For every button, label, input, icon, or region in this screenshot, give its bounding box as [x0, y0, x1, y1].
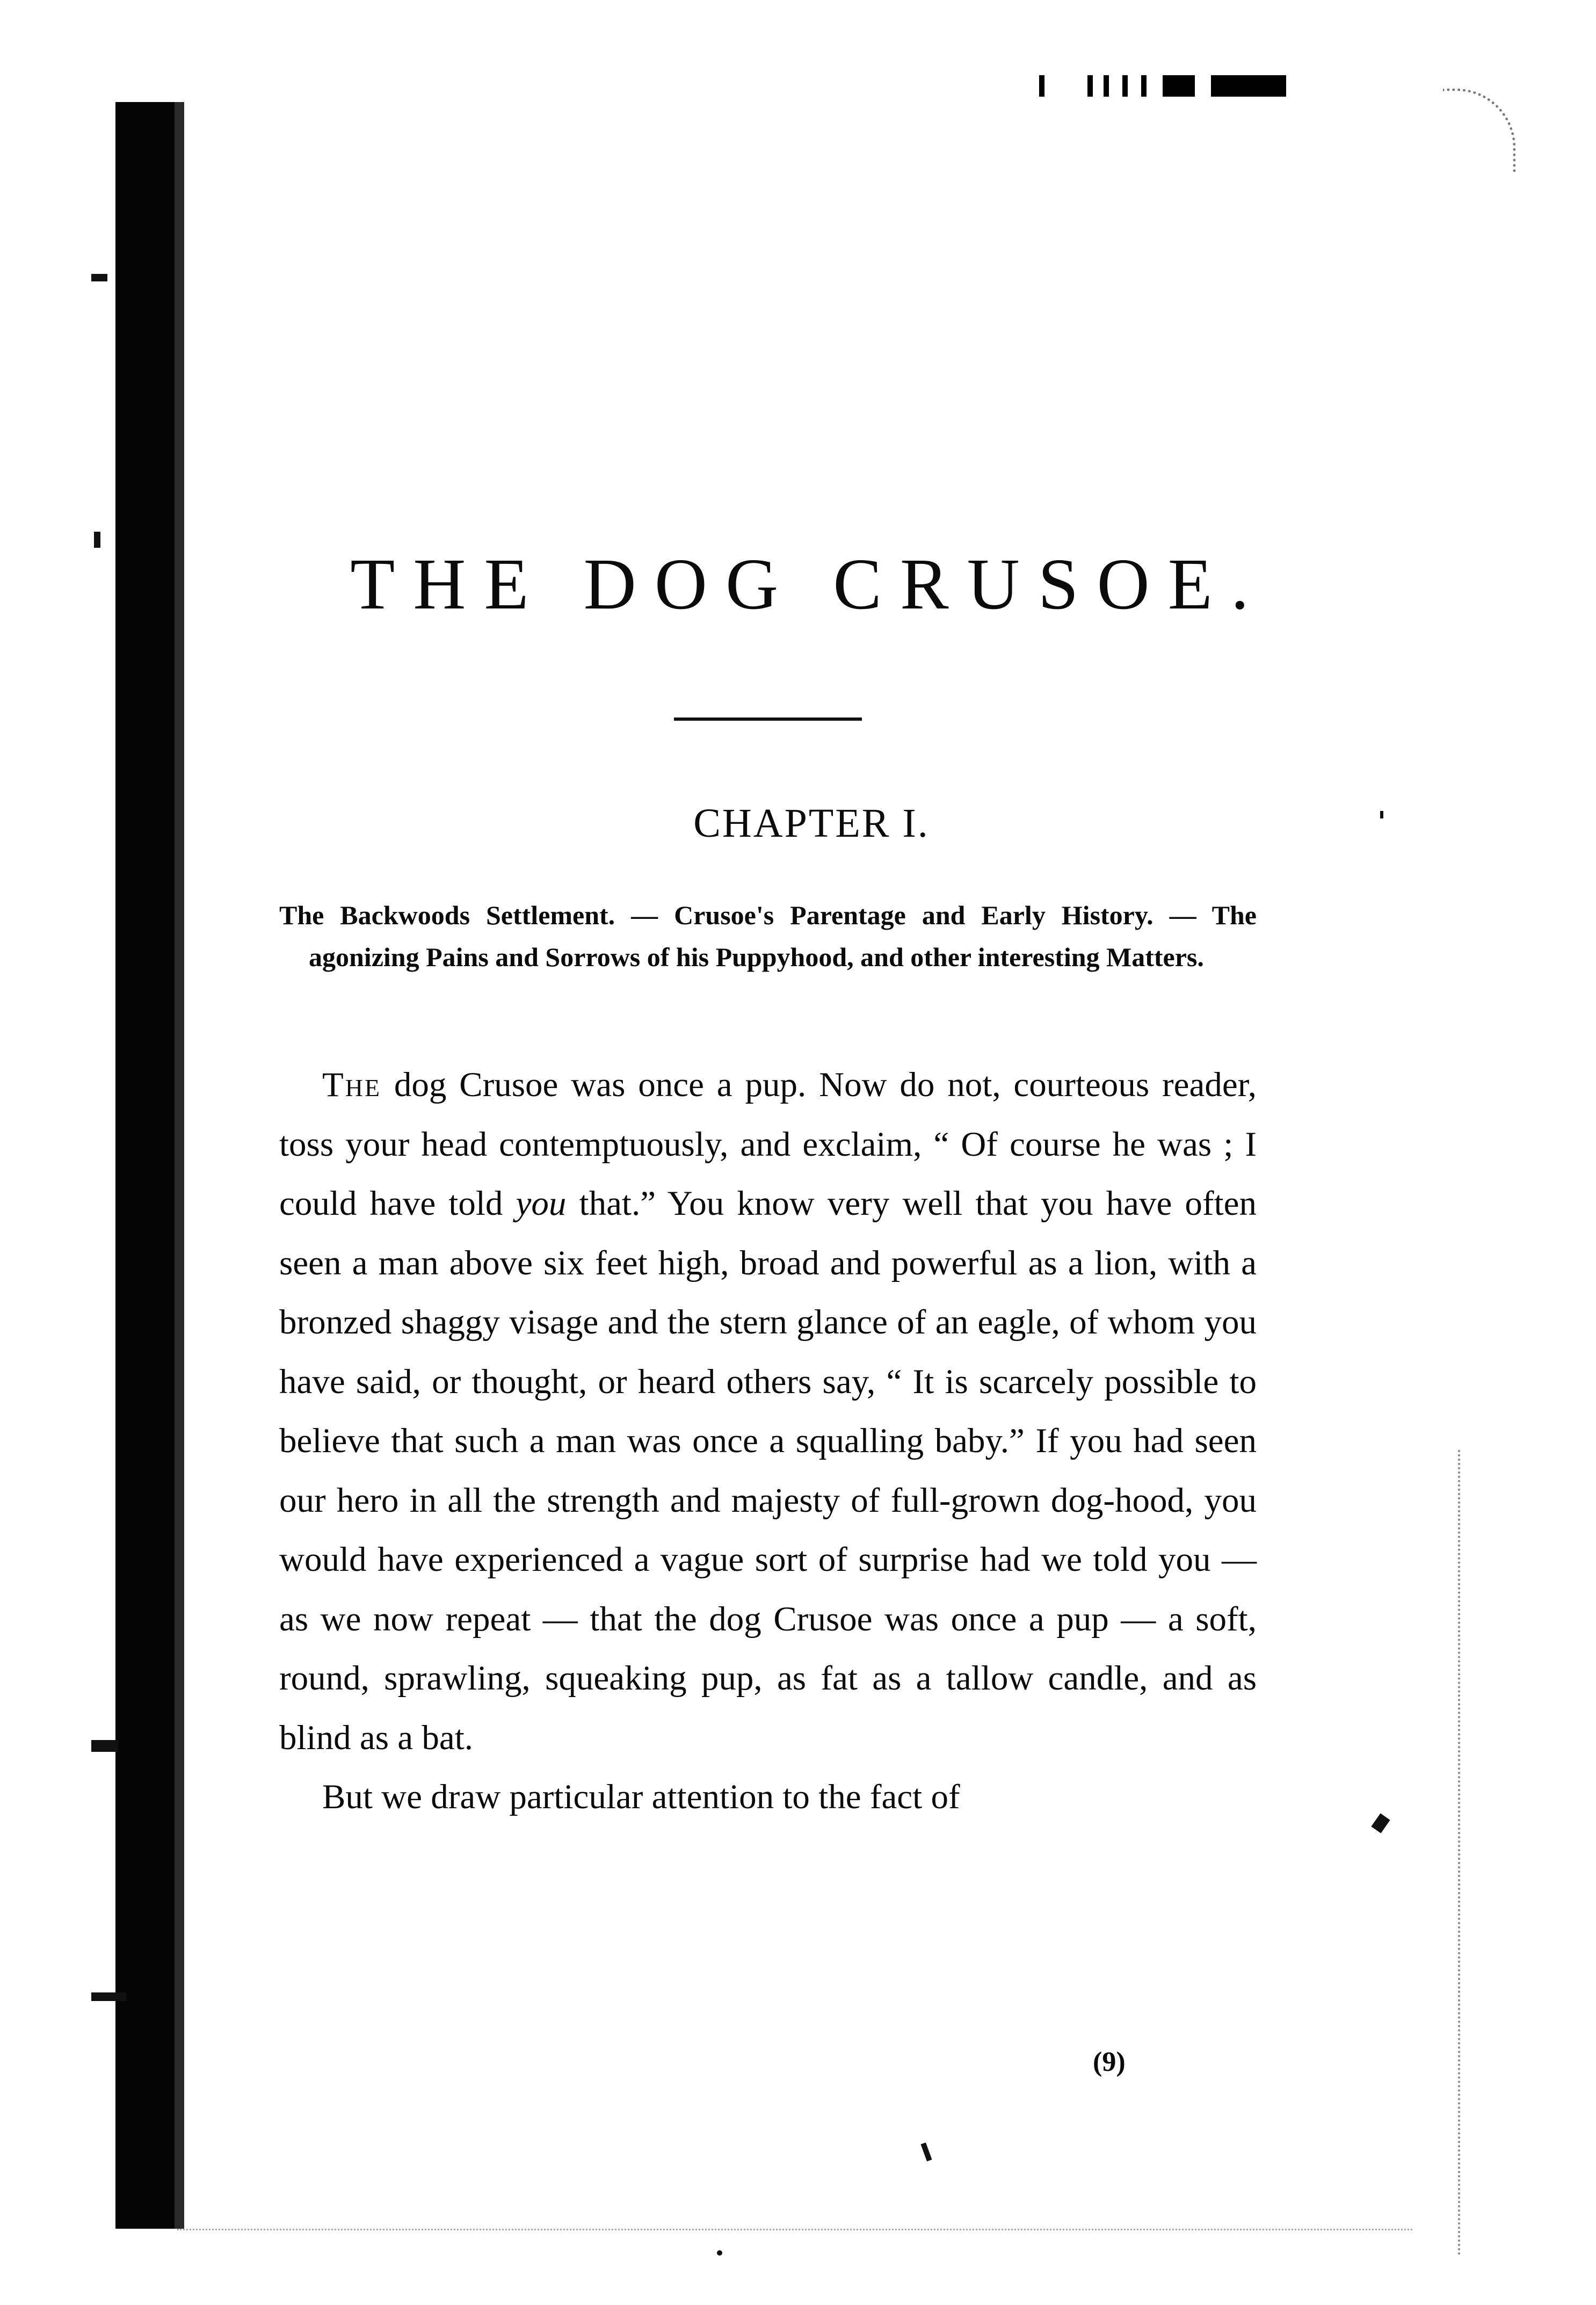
scan-binding-shadow — [115, 102, 184, 2229]
scan-speck — [91, 1992, 126, 2001]
chapter-synopsis: The Backwoods Settlement. — Crusoe's Parentage and Early History. — The agonizing Pains and Sorrows of his Puppyhood, and other interesting Matters. — [279, 900, 1257, 972]
body-text-segment: dog Crusoe was once a pup. Now do not, courteous reader, toss your head contemptuously, and exclaim, “ Of course he was ; I could have told — [279, 1065, 1257, 1223]
scan-speck — [717, 2250, 722, 2256]
chapter-body — [279, 1055, 1257, 1827]
scan-speck — [91, 274, 107, 281]
page-right-edge — [1458, 1450, 1464, 2256]
emphasized-word: you — [516, 1184, 567, 1223]
paragraph-opening-word: The — [322, 1065, 382, 1104]
scan-speck — [91, 1740, 118, 1752]
book-title: THE DOG CRUSOE. — [350, 544, 1267, 625]
body-text-segment: that.” You know very well that you have often seen a man above six feet high, broad and powerful as a lion, with a bronzed shaggy visage and the stern glance of an eagle, of whom you have said, or thought, or heard others say, “ It is scarcely possible to believe that such a man was once a squalling baby.” If you had seen our hero in all the strength and majesty of full-grown dog-hood, you would have experienced a vague sort of surprise had we told you — as we now repeat — that the dog Crusoe was once a pup — a soft, round, sprawling, squeaking pup, as fat as a tallow candle, and as blind as a bat. — [279, 1184, 1257, 1757]
title-divider — [674, 717, 862, 721]
scan-speck — [920, 2142, 932, 2161]
scan-speck — [1371, 1813, 1390, 1833]
page-bottom-edge — [177, 2229, 1412, 2234]
page-number: (9) — [1093, 2047, 1126, 2077]
chapter-heading: CHAPTER I. — [693, 801, 930, 846]
body-paragraph — [279, 1055, 1257, 1767]
body-paragraph: But we draw particular attention to the fact of — [322, 1778, 960, 1816]
page-corner-edge — [1443, 89, 1515, 172]
scan-registration-marks — [1039, 75, 1318, 97]
